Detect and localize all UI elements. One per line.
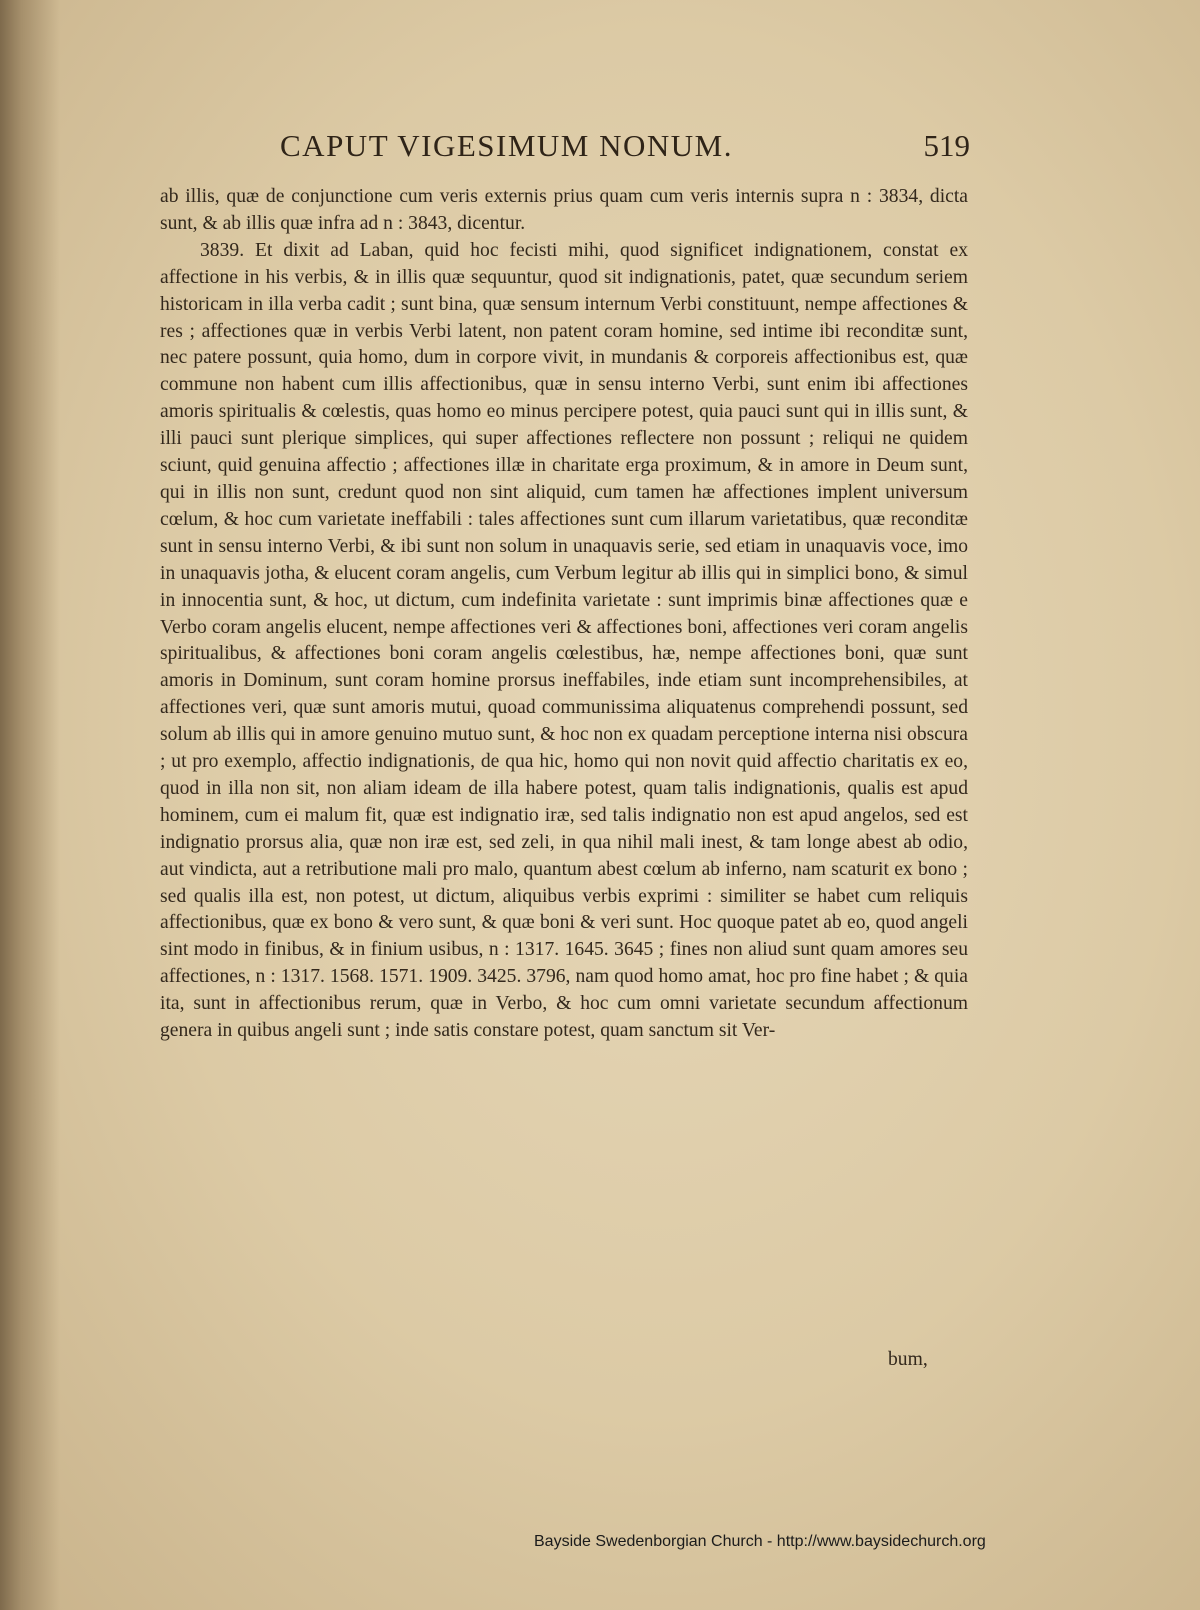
body-text [160, 184, 968, 1045]
source-watermark: Bayside Swedenborgian Church - http://www.baysidechurch.org [534, 1533, 986, 1550]
running-title: CAPUT VIGESIMUM NONUM. [280, 128, 733, 163]
page-number: 519 [923, 128, 970, 163]
paragraph-3839: 3839. Et dixit ad Laban, quid hoc fecisti mihi, quod significet indignationem, constat ex affectione in his verbis, & in illis quæ sequuntur, quod sit indignationis, patet, quæ secundum seriem historicam in illa verba cadit ; sunt bina, quæ sensum internum Verbi constituunt, nempe affectiones & res ; affectiones quæ in verbis Verbi latent, non patent coram homine, sed intime ibi reconditæ sunt, nec patere possunt, quia homo, dum in corpore vivit, in mundanis & corporeis affectionibus est, quæ commune non habent cum illis affectionibus, quæ in sensu interno Verbi, sunt enim ibi affectiones amoris spiritualis & cœlestis, quas homo eo minus percipere potest, quia pauci sunt qui in illis sunt, & illi pauci sunt plerique simplices, qui super affectiones reflectere non possunt ; reliqui ne quidem sciunt, quid genuina affectio ; affectiones illæ in charitate erga proximum, & in amore in Deum sunt, qui in illis non sunt, credunt quod non sint aliquid, cum tamen hæ affectiones implent universum cœlum, & hoc cum varietate ineffabili : tales affectiones sunt cum illarum varietatibus, quæ reconditæ sunt in sensu interno Verbi, & ibi sunt non solum in unaquavis serie, sed etiam in unaquavis voce, imo in unaquavis jotha, & elucent coram angelis, cum Verbum legitur ab illis qui in simplici bono, & simul in innocentia sunt, & hoc, ut dictum, cum indefinita varietate : sunt imprimis binæ affectiones quæ e Verbo coram angelis elucent, nempe affectiones veri & affectiones boni, affectiones veri coram angelis spiritualibus, & affectiones boni coram angelis cœlestibus, hæ, nempe affectiones boni, quæ sunt amoris in Dominum, sunt coram homine prorsus ineffabiles, inde etiam sunt incomprehensibiles, at affectiones veri, quæ sunt amoris mutui, quoad communissima aliquatenus comprehendi possunt, sed solum ab illis qui in amore genuino mutuo sunt, & hoc non ex quadam perceptione interna nisi obscura ; ut pro exemplo, affectio indignationis, de qua hic, homo qui non novit quid affectio charitatis ex eo, quod in illa non sit, non aliam ideam de illa habere potest, quam talis indignationis, qualis est apud hominem, cum ei malum fit, quæ est indignatio iræ, sed talis indignatio non est apud angelos, sed est indignatio prorsus alia, quæ non iræ est, sed zeli, in qua nihil mali inest, & tam longe abest ab odio, aut vindicta, aut a retributione mali pro malo, quantum abest cœlum ab inferno, nam scaturit ex bono ; sed qualis illa est, non potest, ut dictum, aliquibus verbis exprimi : similiter se habet cum reliquis affectionibus, quæ ex bono & vero sunt, & quæ boni & veri sunt. Hoc quoque patet ab eo, quod angeli sint modo in finibus, & in finium usibus, n : 1317. 1645. 3645 ; fines non aliud sunt quam amores seu affectiones, n : 1317. 1568. 1571. 1909. 3425. 3796, nam quod homo amat, hoc pro fine habet ; & quia ita, sunt in affectionibus rerum, quæ in Verbo, & hoc cum omni varietate secundum affectionum genera in quibus angeli sunt ; inde satis constare potest, quam sanctum sit Ver- [160, 239, 968, 1042]
running-head [280, 128, 980, 178]
paragraph-continued: ab illis, quæ de conjunctione cum veris externis prius quam cum veris internis supra n : 3834, dicta sunt, & ab illis quæ infra ad n : 3843, dicentur. [160, 186, 968, 234]
catchword: bum, [888, 1349, 928, 1370]
gutter-shadow [0, 0, 60, 1610]
